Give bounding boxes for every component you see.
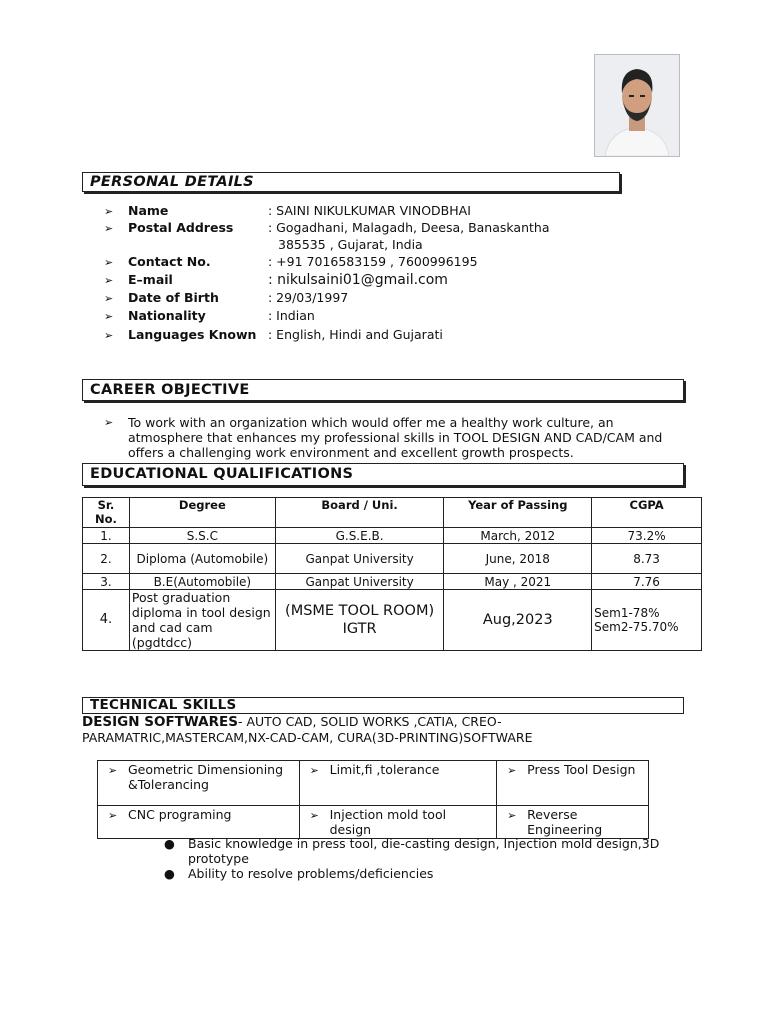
personal-label: E–mail [128, 272, 173, 287]
table-cell: 73.2% [592, 528, 702, 544]
table-cell: 1. [83, 528, 130, 544]
table-cell: 8.73 [592, 544, 702, 574]
arrow-bullet-icon: ➢ [104, 274, 114, 287]
table-cell: Diploma (Automobile) [129, 544, 275, 574]
arrow-bullet-icon: ➢ [104, 256, 114, 269]
skills-row [98, 806, 649, 839]
arrow-bullet-icon: ➢ [309, 809, 319, 822]
table-cell: Ganpat University [275, 574, 444, 590]
design-softwares-label: DESIGN SOFTWARES [82, 714, 238, 730]
skill-point [164, 866, 704, 881]
personal-value: : Gogadhani, Malagadh, Deesa, Banaskantha [268, 220, 550, 235]
skill-cell [497, 806, 649, 839]
skill-text: Press Tool Design [527, 762, 636, 777]
skill-text: Injection mold tool design [329, 807, 447, 837]
table-cell: March, 2012 [444, 528, 592, 544]
personal-row-address [104, 220, 550, 237]
skill-point-text: Ability to resolve problems/deficiencies [188, 866, 434, 881]
table-cell: 7.76 [592, 574, 702, 590]
design-softwares [82, 714, 682, 746]
skill-cell [98, 806, 300, 839]
personal-value: : English, Hindi and Gujarati [268, 327, 443, 342]
personal-row-name [104, 203, 471, 220]
table-cell: 3. [83, 574, 130, 590]
personal-label: Languages Known [128, 327, 257, 342]
dot-bullet-icon: ● [164, 866, 175, 881]
skill-cell [299, 806, 497, 839]
dot-bullet-icon: ● [164, 836, 175, 851]
personal-value: : 29/03/1997 [268, 290, 349, 305]
table-cell: Ganpat University [275, 544, 444, 574]
design-softwares-list: - AUTO CAD, SOLID WORKS ,CATIA, CREO-PARAMATRIC,MASTERCAM,NX-CAD-CAM, CURA(3D-PRINTING)SOFTWARE [82, 714, 533, 745]
career-objective [104, 415, 674, 460]
personal-row-email [104, 272, 448, 289]
table-row [83, 590, 702, 651]
table-cell: June, 2018 [444, 544, 592, 574]
skill-text: Reverse Engineering [527, 807, 603, 837]
arrow-bullet-icon: ➢ [309, 764, 319, 777]
table-row [83, 574, 702, 590]
table-cell: Sem1-78% Sem2-75.70% [592, 590, 702, 651]
personal-value: : SAINI NIKULKUMAR VINODBHAI [268, 203, 471, 218]
table-row [83, 544, 702, 574]
arrow-bullet-icon: ➢ [104, 205, 114, 218]
arrow-bullet-icon: ➢ [104, 292, 114, 305]
skills-row [98, 761, 649, 806]
table-cell: Post graduation diploma in tool design and cad cam (pgdtdcc) [129, 590, 275, 651]
table-header-row [83, 498, 702, 528]
section-header-education: EDUCATIONAL QUALIFICATIONS [82, 463, 684, 486]
arrow-bullet-icon: ➢ [104, 310, 114, 323]
section-header-technical: TECHNICAL SKILLS [82, 697, 684, 714]
table-cell: (MSME TOOL ROOM) IGTR [275, 590, 444, 651]
column-header: Degree [129, 498, 275, 528]
personal-label: Name [128, 203, 169, 218]
personal-row-dob [104, 290, 348, 307]
table-row [83, 528, 702, 544]
arrow-bullet-icon: ➢ [104, 222, 114, 235]
section-header-personal: PERSONAL DETAILS [82, 172, 620, 192]
skill-text: Limit,fi ,tolerance [329, 762, 440, 777]
arrow-bullet-icon: ➢ [104, 329, 114, 342]
table-cell: G.S.E.B. [275, 528, 444, 544]
personal-label: Postal Address [128, 220, 234, 235]
personal-row-contact [104, 254, 478, 271]
table-cell: S.S.C [129, 528, 275, 544]
personal-label: Date of Birth [128, 290, 219, 305]
arrow-bullet-icon: ➢ [108, 764, 118, 777]
column-header: Sr. No. [83, 498, 130, 528]
arrow-bullet-icon: ➢ [507, 809, 517, 822]
personal-value: : Indian [268, 308, 315, 323]
email-value[interactable]: : nikulsaini01@gmail.com [268, 272, 448, 288]
arrow-bullet-icon: ➢ [104, 416, 114, 429]
personal-label: Nationality [128, 308, 206, 323]
table-cell: 4. [83, 590, 130, 651]
arrow-bullet-icon: ➢ [108, 809, 118, 822]
career-objective-text: To work with an organization which would offer me a healthy work culture, an atmosphere that enhances my professional skills in TOOL DESIGN AND CAD/CAM and offers a challenging work environment and excellent growth prospects. [128, 415, 663, 460]
skills-grid [97, 760, 649, 839]
profile-photo [594, 54, 680, 157]
personal-row-nationality [104, 308, 315, 325]
personal-row-languages [104, 327, 443, 344]
skill-cell [299, 761, 497, 806]
section-header-career: CAREER OBJECTIVE [82, 379, 684, 401]
table-cell: May , 2021 [444, 574, 592, 590]
skill-point-text: Basic knowledge in press tool, die-casting design, Injection mold design,3D prototype [188, 836, 660, 866]
skill-text: Geometric Dimensioning &Tolerancing [128, 762, 284, 792]
column-header: Year of Passing [444, 498, 592, 528]
skill-cell [98, 761, 300, 806]
table-cell: B.E(Automobile) [129, 574, 275, 590]
column-header: Board / Uni. [275, 498, 444, 528]
column-header: CGPA [592, 498, 702, 528]
skill-text: CNC programing [128, 807, 232, 822]
personal-address-line2: 385535 , Gujarat, India [278, 237, 423, 252]
personal-label: Contact No. [128, 254, 211, 269]
arrow-bullet-icon: ➢ [507, 764, 517, 777]
education-table [82, 497, 702, 651]
table-cell: Aug,2023 [444, 590, 592, 651]
portrait-photo [595, 55, 679, 156]
skill-cell [497, 761, 649, 806]
personal-value: : +91 7016583159 , 7600996195 [268, 254, 478, 269]
skill-point [164, 836, 704, 866]
table-cell: 2. [83, 544, 130, 574]
